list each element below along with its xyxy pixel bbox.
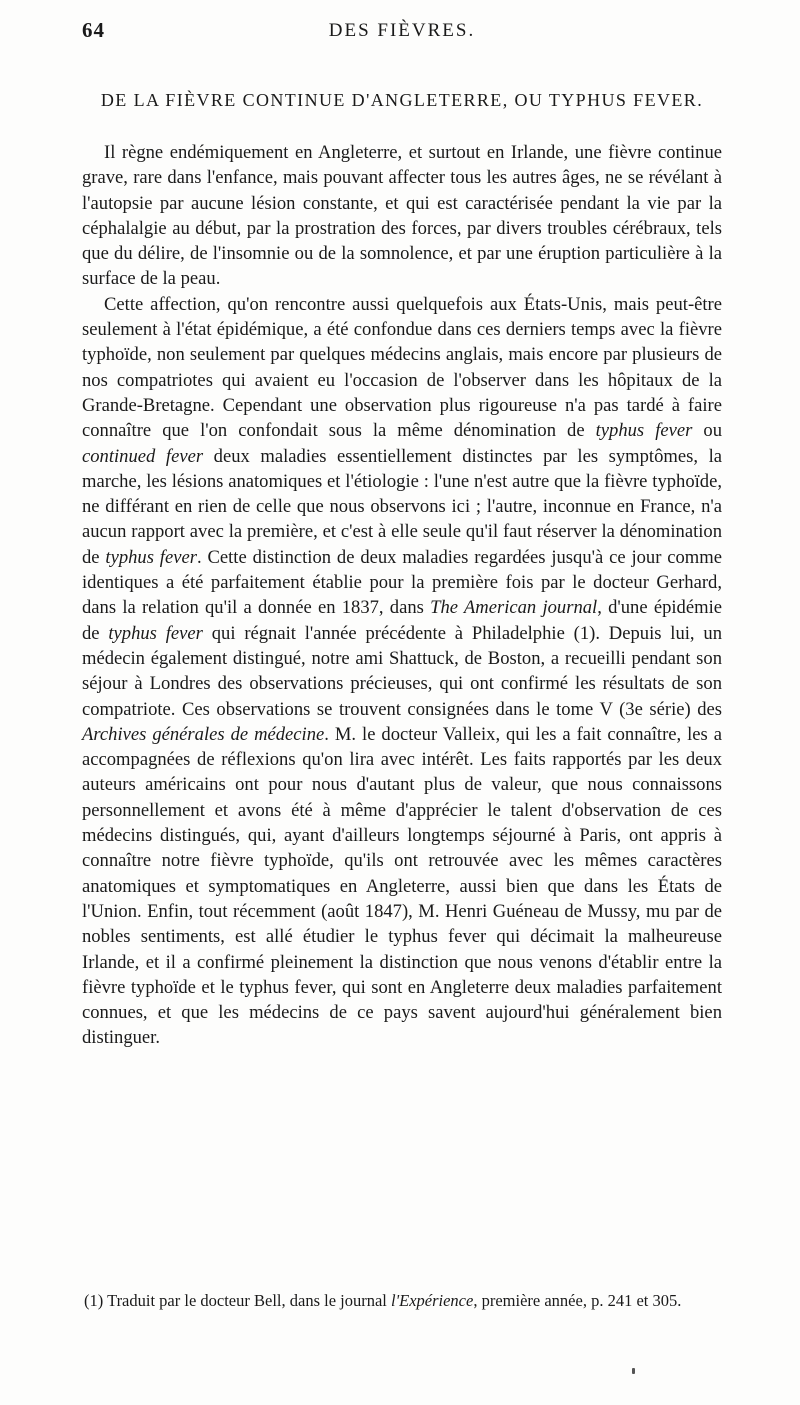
section-title: DE LA FIÈVRE CONTINUE D'ANGLETERRE, OU TYPHUS FEVER.: [100, 90, 704, 110]
italic-archives-title: Archives générales de médecine: [82, 723, 325, 745]
page-number: 64: [82, 18, 105, 42]
paragraph-2-text-7: . M. le docteur Valleix, qui les a fait connaître, les a accompagnées de réflexions qu'on lira avec intérêt. Les faits rapportés par les deux auteurs américains ont pour nous d'autant plus de valeur, que nous connaissons personnellement et avons été à même d'apprécier le talent d'observation de ces médecins distingués, qui, ayant d'ailleurs longtemps séjourné à Paris, ont appris à connaître notre fièvre typhoïde, qu'ils ont retrouvée avec les mêmes caractères anatomiques et symptomatiques en Angleterre, aussi bien que dans les États de l'Union. Enfin, tout récemment (août 1847), M. Henri Guéneau de Mussy, mu par de nobles sentiments, est allé étudier le typhus fever qui décimait la malheureuse Irlande, et il a confirmé pleinement la distinction que nous venons d'établir entre la fièvre typhoïde et le typhus fever, qui sont en Angleterre deux maladies parfaitement connues, et que les médecins de ce pays savent aujourd'hui généralement bien distinguer.: [82, 723, 722, 1049]
paragraph-2-text-6: qui régnait l'année précédente à Philadelphie (1). Depuis lui, un médecin également distingué, notre ami Shattuck, de Boston, a recueilli pendant son séjour à Londres des observations précieuses, qui ont confirmé les résultats de son compatriote. Ces observations se trouvent consignées dans le tome V (3e série) des: [82, 622, 722, 720]
footnote-text-1: (1) Traduit par le docteur Bell, dans le journal: [84, 1291, 392, 1310]
paragraph-1: Il règne endémiquement en Angleterre, et surtout en Irlande, une fièvre continue grave, rare dans l'enfance, mais pouvant affecter tous les autres âges, ne se révélant à l'autopsie par aucune lésion constante, et qui est caractérisée pendant la vie par la céphalalgie au début, par la prostration des forces, par divers troubles cérébraux, tels que du délire, de l'insomnie ou de la somnolence, et par une éruption particulière à la surface de la peau.: [82, 142, 722, 290]
paragraph-2-text-3: deux maladies essentiellement distinctes par les symptômes, la marche, les lésions anatomiques et l'étiologie : l'une n'est autre que la fièvre typhoïde, ne différant en rien de celle que nous observons ici ; l'autre, inconnue en France, n'a aucun rapport avec la première, et c'est à elle seule qu'il faut réserver la dénomination de: [82, 445, 722, 568]
paragraph-2-text-5: , d'une épidémie de: [82, 597, 722, 644]
footnote-text-2: , première année, p. 241 et 305.: [473, 1291, 682, 1310]
italic-term-typhus-fever: typhus fever: [105, 546, 197, 568]
ink-speck: [632, 1368, 635, 1374]
italic-journal-title: The American journal: [430, 597, 598, 619]
paragraph-2: [82, 292, 722, 1051]
paragraph-2-text-4: . Cette distinction de deux maladies regardées jusqu'à ce jour comme identiques a été parfaitement établie pour la première fois par le docteur Gerhard, dans la relation qu'il a donnée en 1837, dans: [82, 546, 722, 619]
italic-journal-name: l'Expérience: [391, 1291, 474, 1310]
running-head-title: DES FIÈVRES.: [328, 20, 476, 41]
italic-term-continued-fever: continued fever: [82, 445, 204, 467]
main-text: [82, 140, 722, 1051]
italic-term-typhus-fever: typhus fever: [108, 622, 203, 644]
paragraph-2-text-2: ou: [692, 420, 722, 442]
running-head: [82, 18, 722, 48]
italic-term-typhus-fever: typhus fever: [595, 420, 693, 442]
footnote: [82, 1290, 722, 1312]
paragraph-2-text-1: Cette affection, qu'on rencontre aussi quelquefois aux États-Unis, mais peut-être seulement à l'état épidémique, a été confondue dans ces derniers temps avec la fièvre typhoïde, non seulement par quelques médecins anglais, mais encore par plusieurs de nos compatriotes qui avaient eu l'occasion de l'observer dans les hôpitaux de la Grande-Bretagne. Cependant une observation plus rigoureuse n'a pas tardé à faire connaître que l'on confondait sous la même dénomination de: [82, 293, 722, 442]
